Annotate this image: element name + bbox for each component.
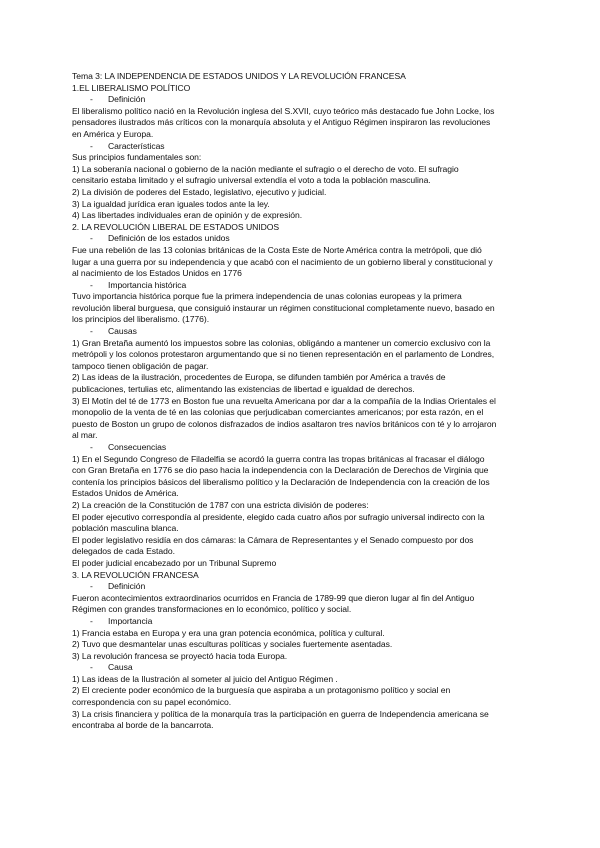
bullet-dash: -	[90, 326, 93, 337]
text-line: contenía los principios básicos del liberalismo político y la Declaración de Independencia con la creación de los	[72, 476, 490, 487]
text-line: al nacimiento de los Estados Unidos en 1776	[72, 268, 242, 279]
subsection-label: Definición	[108, 94, 146, 105]
subsection-heading	[72, 581, 532, 593]
text-line: 3) La revolución francesa se proyectó hacia toda Europa.	[72, 650, 288, 661]
text-line: censitario estaba limitado y el sufragio universal extendía el voto a toda la población masculina.	[72, 175, 431, 186]
text-line: 1) Las ideas de la Ilustración al someter al juicio del Antiguo Régimen .	[72, 673, 338, 684]
subsection-heading	[72, 662, 532, 674]
subsection-heading	[72, 326, 532, 338]
bullet-dash: -	[90, 581, 93, 592]
text-line: 2) Tuvo que desmantelar unas esculturas políticas y sociales fuertemente asentadas.	[72, 639, 393, 650]
text-line: en América y Europa.	[72, 128, 154, 139]
subsection-heading	[72, 442, 532, 454]
text-line: monopolio de la venta de té en las colonias que perjudicaban comerciantes americanos; por esta razón, en el	[72, 407, 484, 418]
text-line: delegados de cada Estado.	[72, 546, 175, 557]
text-line: publicaciones, tertulias etc, alimentando las existencias de libertad e igualdad de derechos.	[72, 384, 415, 395]
text-line: tampoco tienen obligación de pagar.	[72, 360, 209, 371]
text-line: El poder legislativo residía en dos cámaras: la Cámara de Representantes y el Senado compuesto por dos	[72, 534, 474, 545]
text-line: los principios del liberalismo. (1776).	[72, 314, 210, 325]
subsection-heading	[72, 616, 532, 628]
subsection-label: Causas	[108, 326, 137, 337]
text-line: 1) Gran Bretaña aumentó los impuestos sobre las colonias, obligándo a mantener un comercio exclusivo con la	[72, 337, 491, 348]
text-line: Estados Unidos de América.	[72, 488, 179, 499]
text-line: al mar.	[72, 430, 98, 441]
text-line: encontraba al borde de la bancarrota.	[72, 720, 214, 731]
document-title: Tema 3: LA INDEPENDENCIA DE ESTADOS UNIDOS Y LA REVOLUCIÓN FRANCESA	[72, 71, 406, 81]
text-line: Régimen con grandes transformaciones en lo económico, político y social.	[72, 604, 352, 615]
text-line: El poder ejecutivo correspondía al presidente, elegido cada cuatro años por sufragio universal indirecto con la	[72, 511, 485, 522]
text-line: puesto de Boston un grupo de colonos disfrazados de indios asaltaron tres navíos británicos con té y lo arrojaron	[72, 418, 497, 429]
bullet-dash: -	[90, 279, 93, 290]
section-heading: 3. LA REVOLUCIÓN FRANCESA	[72, 569, 199, 580]
subsection-label: Consecuencias	[108, 442, 167, 452]
text-line: 3) El Motín del té de 1773 en Boston fue una revuelta Americana por dar a la compañía de la Indias Orientales el	[72, 395, 496, 406]
subsection-heading	[72, 280, 532, 292]
bullet-dash: -	[90, 94, 93, 105]
bullet-dash: -	[90, 140, 93, 151]
text-line: Fueron acontecimientos extraordinarios ocurridos en Francia de 1789-99 que dieron lugar al fin del Antiguo	[72, 592, 475, 603]
section-heading: 2. LA REVOLUCIÓN LIBERAL DE ESTADOS UNIDOS	[72, 221, 280, 232]
text-line: 3) La igualdad jurídica eran iguales todos ante la ley.	[72, 198, 270, 209]
bullet-dash: -	[90, 233, 93, 244]
text-line: 2) La división de poderes del Estado, legislativo, ejecutivo y judicial.	[72, 186, 327, 197]
subsection-heading	[72, 141, 532, 153]
subsection-label: Definición	[108, 581, 146, 592]
text-line: lugar a una guerra por su independencia y que acabó con el nacimiento de un gobierno liberal y constitucional y	[72, 256, 493, 267]
text-line: correspondencia con su papel económico.	[72, 697, 232, 708]
bullet-dash: -	[90, 615, 93, 626]
text-line: revolución liberal burguesa, que consiguió instaurar un régimen constitucional completamente nuevo, basado en	[72, 302, 495, 313]
text-line: 1) Francia estaba en Europa y era una gran potencia económica, política y cultural.	[72, 627, 385, 638]
bullet-dash: -	[90, 662, 93, 673]
text-line: 4) Las libertades individuales eran de opinión y de expresión.	[72, 210, 303, 221]
text-line: 2) La creación de la Constitución de 1787 con una estricta división de poderes:	[72, 499, 369, 510]
text-line: 2) Las ideas de la ilustración, procedentes de Europa, se difunden también por América a través de	[72, 372, 446, 383]
text-line: 1) La soberanía nacional o gobierno de la nación mediante el sufragio o el derecho de voto. El sufragio	[72, 163, 459, 174]
subsection-heading	[72, 233, 532, 245]
subsection-label: Importancia	[108, 615, 153, 626]
subsection-heading	[72, 94, 532, 106]
text-line: con Gran Bretaña en 1776 se dio paso hacia la independencia con la Declaración de Derechos de Virginia que	[72, 465, 489, 476]
subsection-label: Características	[108, 140, 165, 151]
text-line: metrópoli y los colonos protestaron argumentando que si no tienen representación en el parlamento de Londres,	[72, 349, 495, 360]
document-page	[72, 71, 532, 732]
text-line: población masculina blanca.	[72, 523, 179, 534]
text-line: El poder judicial encabezado por un Tribunal Supremo	[72, 557, 277, 568]
subsection-label: Causa	[108, 662, 133, 673]
text-line: 2) El creciente poder económico de la burguesía que aspiraba a un protagonismo político y social en	[72, 685, 451, 696]
text-line: pensadores ilustrados más críticos con la monarquía absoluta y el Antiguo Régimen inspiraron las revoluciones	[72, 117, 491, 128]
subsection-label: Definición de los estados unidos	[108, 233, 230, 244]
text-line: Fue una rebelión de las 13 colonias británicas de la Costa Este de Norte América contra la metrópoli, que dió	[72, 244, 482, 255]
subsection-label: Importancia histórica	[108, 279, 187, 290]
text-line: Tuvo importancia histórica porque fue la primera independencia de unas colonias europeas y la primera	[72, 291, 462, 302]
section-heading: 1.EL LIBERALISMO POLÍTICO	[72, 82, 191, 93]
text-line: Sus principios fundamentales son:	[72, 152, 202, 163]
text-line: 3) La crisis financiera y política de la monarquía tras la participación en guerra de Independencia americana se	[72, 708, 489, 719]
bullet-dash: -	[90, 442, 93, 452]
text-line: El liberalismo político nació en la Revolución inglesa del S.XVII, cuyo teórico más destacado fue John Locke, los	[72, 105, 495, 116]
text-line: 1) En el Segundo Congreso de Filadelfia se acordó la guerra contra las tropas británicas al fracasar el diálogo	[72, 453, 485, 464]
